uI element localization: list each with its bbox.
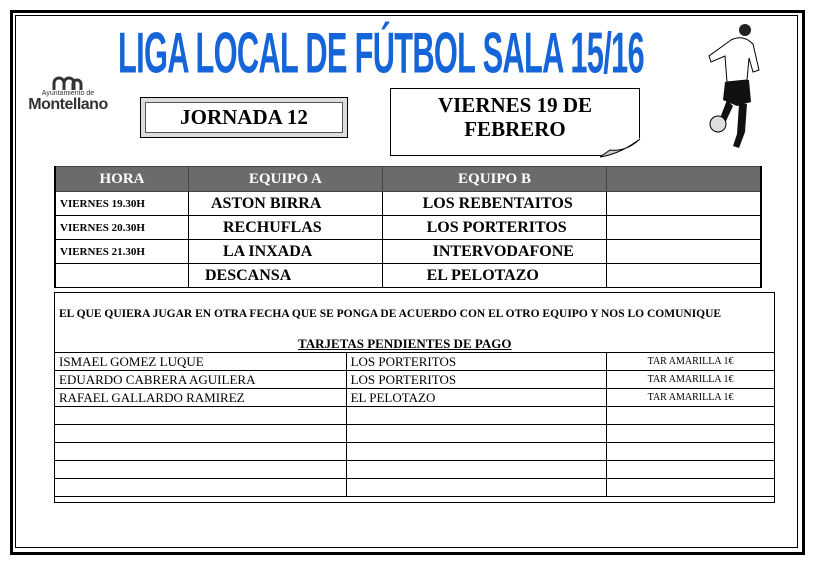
- schedule-table: [54, 166, 762, 288]
- team-b: LOS PORTERITOS: [382, 216, 607, 240]
- page-curl-icon: [598, 138, 642, 158]
- header-equipo-b: EQUIPO B: [382, 167, 607, 192]
- date-line-2: FEBRERO: [464, 117, 566, 141]
- header-empty: [607, 167, 761, 192]
- card-fine: TAR AMARILLA 1€: [607, 353, 775, 371]
- logo-name: Montellano: [28, 96, 108, 113]
- empty-row: [55, 443, 775, 461]
- player-name: ISMAEL GOMEZ LUQUE: [55, 353, 347, 371]
- empty-cell: [607, 192, 761, 216]
- table-row: [55, 240, 761, 264]
- cards-table: [54, 352, 775, 497]
- empty-cell: [607, 240, 761, 264]
- match-time: [55, 264, 189, 288]
- logo-arches-icon: [51, 76, 85, 90]
- table-row: [55, 389, 775, 407]
- player-name: EDUARDO CABRERA AGUILERA: [55, 371, 347, 389]
- team-b: EL PELOTAZO: [382, 264, 607, 288]
- player-team: EL PELOTAZO: [346, 389, 607, 407]
- player-team: LOS PORTERITOS: [346, 371, 607, 389]
- empty-row: [55, 461, 775, 479]
- match-time: VIERNES 21.30H: [55, 240, 189, 264]
- table-row: [55, 264, 761, 288]
- card-fine: TAR AMARILLA 1€: [607, 389, 775, 407]
- empty-row: [55, 407, 775, 425]
- table-row: [55, 371, 775, 389]
- page-title: LIGA LOCAL DE FÚTBOL SALA 15/16: [118, 22, 644, 86]
- team-a: LA INXADA: [189, 240, 383, 264]
- team-b: LOS REBENTAITOS: [382, 192, 607, 216]
- header-hora: HORA: [55, 167, 189, 192]
- player-team: LOS PORTERITOS: [346, 353, 607, 371]
- team-a: DESCANSA: [189, 264, 383, 288]
- header-equipo-a: EQUIPO A: [189, 167, 383, 192]
- jornada-box: JORNADA 12: [140, 97, 348, 138]
- logo-subtitle: Ayuntamiento de: [41, 90, 95, 97]
- match-time: VIERNES 20.30H: [55, 216, 189, 240]
- team-b: INTERVODAFONE: [382, 240, 607, 264]
- date-line-1: VIERNES 19 DE: [437, 93, 593, 117]
- player-name: RAFAEL GALLARDO RAMIREZ: [55, 389, 347, 407]
- empty-row: [55, 479, 775, 497]
- table-row: [55, 353, 775, 371]
- empty-row: [55, 425, 775, 443]
- table-row: [55, 192, 761, 216]
- note-text: EL QUE QUIERA JUGAR EN OTRA FECHA QUE SE PONGA DE ACUERDO CON EL OTRO EQUIPO Y NOS LO COMUNIQUE: [59, 308, 722, 320]
- team-a: ASTON BIRRA: [189, 192, 383, 216]
- football-player-icon: [703, 22, 763, 152]
- cards-title: TARJETAS PENDIENTES DE PAGO: [298, 336, 512, 351]
- empty-cell: [607, 216, 761, 240]
- card-fine: TAR AMARILLA 1€: [607, 371, 775, 389]
- schedule-header-row: [55, 167, 761, 192]
- team-a: RECHUFLAS: [189, 216, 383, 240]
- match-time: VIERNES 19.30H: [55, 192, 189, 216]
- montellano-logo: [22, 76, 114, 113]
- table-row: [55, 216, 761, 240]
- empty-cell: [607, 264, 761, 288]
